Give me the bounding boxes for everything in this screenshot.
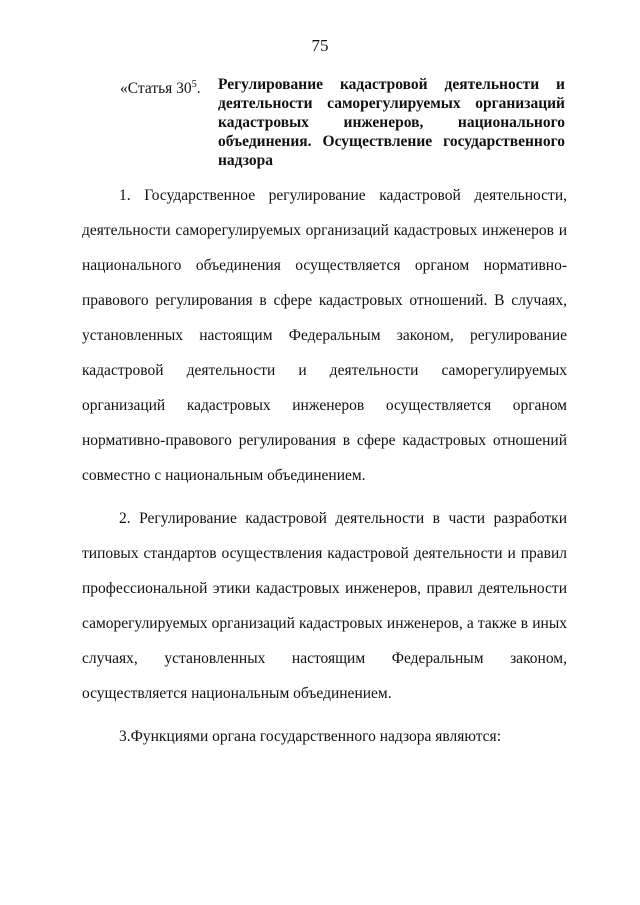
article-label: [120, 75, 218, 170]
article-label-dot: .: [196, 80, 201, 97]
article-heading: [120, 75, 565, 170]
article-label-superscript: 5: [191, 79, 197, 90]
page-number: 75: [311, 36, 329, 55]
paragraph-1: 1. Государственное регулирование кадастровой деятельности, деятельности саморегулируемых организаций кадастровых инженеров и национального объединения осуществляется органом нормативно-правового регулирования в сфере кадастровых отношений. В случаях, установленных настоящим Федеральным законом, регулирование кадастровой деятельности и деятельности саморегулируемых организаций кадастровых инженеров осуществляется органом нормативно-правового регулирования в сфере кадастровых отношений совместно с национальным объединением.: [82, 187, 567, 484]
article-title: Регулирование кадастровой деятельности и деятельности саморегулируемых организаций кадастровых инженеров, национального объединения. Осуществление государственного надзора: [218, 76, 565, 169]
article-body: [82, 178, 567, 762]
paragraph-3: 3.Функциями органа государственного надзора являются:: [119, 728, 501, 745]
paragraph-2: 2. Регулирование кадастровой деятельности в части разработки типовых стандартов осуществления кадастровой деятельности и правил профессиональной этики кадастровых инженеров, правил деятельности саморегулируемых организаций кадастровых инженеров, а также в иных случаях, установленных настоящим Федеральным законом, осуществляется национальным объединением.: [82, 510, 567, 702]
article-label-text: «Статья 30: [120, 80, 192, 97]
